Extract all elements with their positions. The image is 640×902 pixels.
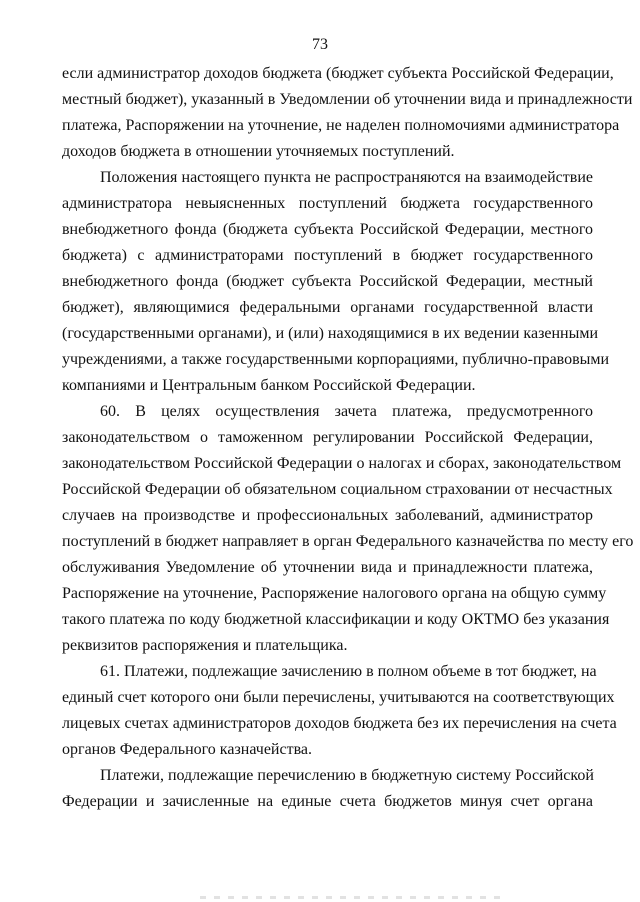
text-line: Платежи, подлежащие перечислению в бюджетную систему Российской	[100, 767, 594, 784]
text-line: бюджет), являющимися федеральными органами государственной власти	[62, 299, 593, 316]
page-number: 73	[312, 36, 328, 53]
text-line: администратора невыясненных поступлений бюджета государственного	[62, 195, 593, 212]
text-line: Положения настоящего пункта не распространяются на взаимодействие	[100, 169, 593, 186]
text-line: такого платежа по коду бюджетной классификации и коду ОКТМО без указания	[62, 611, 610, 628]
text-line: обслуживания Уведомление об уточнении вида и принадлежности платежа,	[62, 559, 593, 576]
text-line: Российской Федерации об обязательном социальном страховании от несчастных	[62, 481, 613, 498]
text-line: 61. Платежи, подлежащие зачислению в полном объеме в тот бюджет, на	[100, 663, 597, 680]
text-line: поступлений в бюджет направляет в орган Федерального казначейства по месту его	[62, 533, 634, 550]
text-line: платежа, Распоряжении на уточнение, не наделен полномочиями администратора	[62, 117, 620, 134]
text-line: компаниями и Центральным банком Российской Федерации.	[62, 377, 476, 394]
text-line: внебюджетного фонда (бюджет субъекта Российской Федерации, местный	[62, 273, 593, 290]
text-line: реквизитов распоряжения и плательщика.	[62, 637, 348, 654]
text-line: лицевых счетах администраторов доходов бюджета без их перечисления на счета	[62, 715, 617, 732]
text-line: учреждениями, а также государственными корпорациями, публично-правовыми	[62, 351, 610, 368]
text-line: единый счет которого они были перечислены, учитываются на соответствующих	[62, 689, 615, 706]
text-line: Федерации и зачисленные на единые счета бюджетов минуя счет органа	[62, 793, 593, 810]
text-line: доходов бюджета в отношении уточняемых поступлений.	[62, 143, 455, 160]
text-line: законодательством о таможенном регулировании Российской Федерации,	[62, 429, 593, 446]
text-line: Распоряжение на уточнение, Распоряжение налогового органа на общую сумму	[62, 585, 607, 602]
text-line: (государственными органами), и (или) находящимися в их ведении казенными	[62, 325, 599, 342]
text-line: законодательством Российской Федерации о налогах и сборах, законодательством	[62, 455, 622, 472]
scan-artifact	[200, 896, 500, 899]
text-line: 60. В целях осуществления зачета платежа, предусмотренного	[100, 403, 593, 420]
text-line: органов Федерального казначейства.	[62, 741, 313, 758]
text-line: бюджета) с администраторами поступлений в бюджет государственного	[62, 247, 593, 264]
text-line: случаев на производстве и профессиональных заболеваний, администратор	[62, 507, 593, 524]
text-line: местный бюджет), указанный в Уведомлении об уточнении вида и принадлежности	[62, 91, 633, 108]
text-line: если администратор доходов бюджета (бюджет субъекта Российской Федерации,	[62, 65, 614, 82]
text-line: внебюджетного фонда (бюджета субъекта Российской Федерации, местного	[62, 221, 593, 238]
